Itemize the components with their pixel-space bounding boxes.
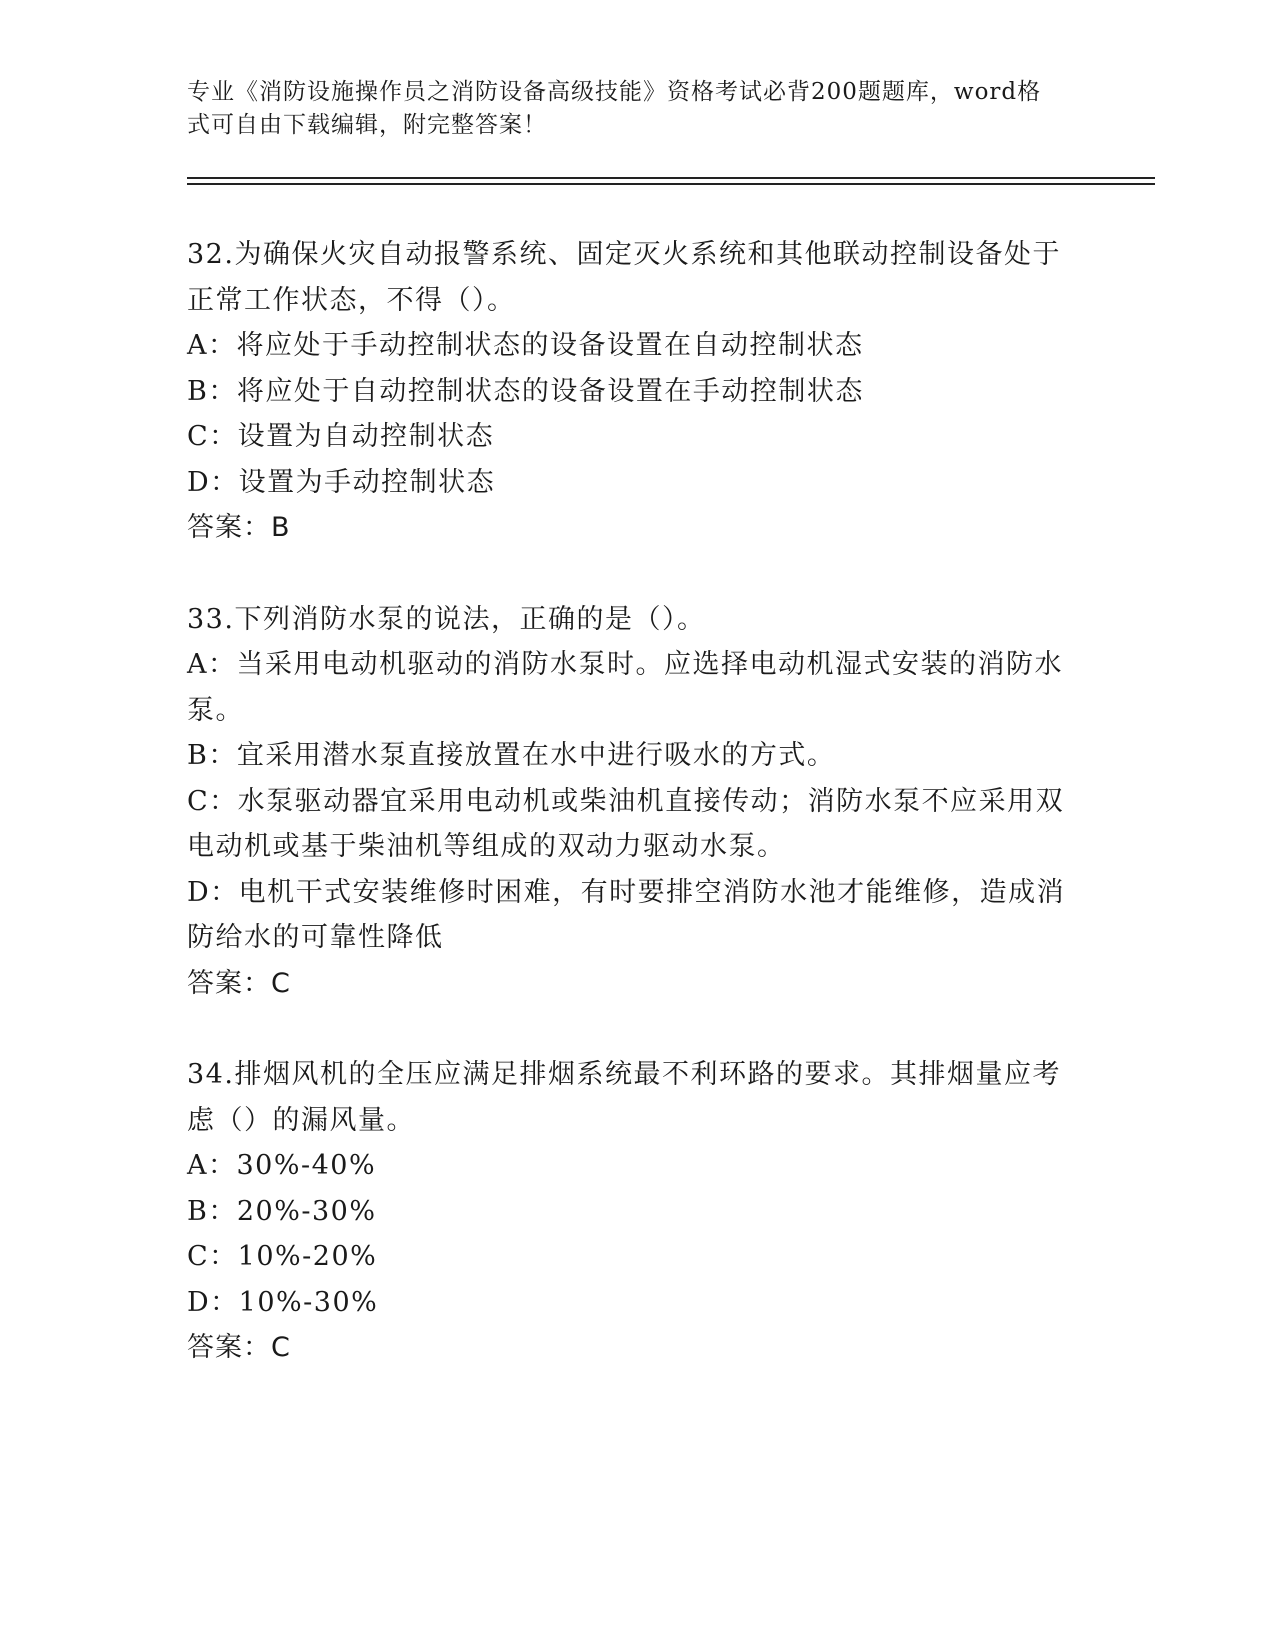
question-34 [187, 1052, 1077, 1371]
option-c-continued: 电动机或基于柴油机等组成的双动力驱动水泵。 [187, 831, 786, 862]
option-a: A：30%-40% [187, 1150, 377, 1181]
header-rule-bottom [187, 183, 1155, 185]
question-stem-line: 正常工作状态，不得（）。 [187, 284, 516, 316]
header-line-1: 专业《消防设施操作员之消防设备高级技能》资格考试必背200题题库，word格 [187, 79, 1042, 105]
question-stem-line: 34.排烟风机的全压应满足排烟系统最不利环路的要求。其排烟量应考 [187, 1059, 1061, 1090]
header-rule-top [187, 177, 1155, 179]
option-a: A：将应处于手动控制状态的设备设置在自动控制状态 [187, 330, 864, 361]
option-d: D：电机干式安装维修时困难，有时要排空消防水池才能维修，造成消 [187, 876, 1066, 908]
option-b: B：将应处于自动控制状态的设备设置在手动控制状态 [187, 375, 864, 407]
option-c: C：10%-20% [187, 1241, 378, 1272]
option-d: D：设置为手动控制状态 [187, 466, 496, 498]
option-c: C：水泵驱动器宜采用电动机或柴油机直接传动；消防水泵不应采用双 [187, 785, 1065, 817]
answer: 答案：C [187, 1332, 291, 1363]
option-b: B：宜采用潜水泵直接放置在水中进行吸水的方式。 [187, 740, 836, 771]
answer: 答案：C [187, 967, 291, 999]
option-d-continued: 防给水的可靠性降低 [187, 922, 444, 953]
option-b: B：20%-30% [187, 1195, 377, 1227]
option-c: C：设置为自动控制状态 [187, 421, 495, 452]
option-a-continued: 泵。 [187, 694, 244, 726]
header-line-2: 式可自由下载编辑，附完整答案！ [187, 112, 547, 138]
option-d: D：10%-30% [187, 1286, 379, 1318]
question-stem-line: 虑（）的漏风量。 [187, 1104, 415, 1136]
answer: 答案：B [187, 512, 291, 543]
document-header [187, 76, 1077, 142]
question-32 [187, 232, 1077, 551]
question-33 [187, 597, 1077, 1007]
option-a: A：当采用电动机驱动的消防水泵时。应选择电动机湿式安装的消防水 [187, 649, 1063, 680]
question-list [187, 232, 1077, 1417]
question-stem-line: 32.为确保火灾自动报警系统、固定灭火系统和其他联动控制设备处于 [187, 239, 1061, 270]
question-stem-line: 33.下列消防水泵的说法，正确的是（）。 [187, 603, 706, 635]
